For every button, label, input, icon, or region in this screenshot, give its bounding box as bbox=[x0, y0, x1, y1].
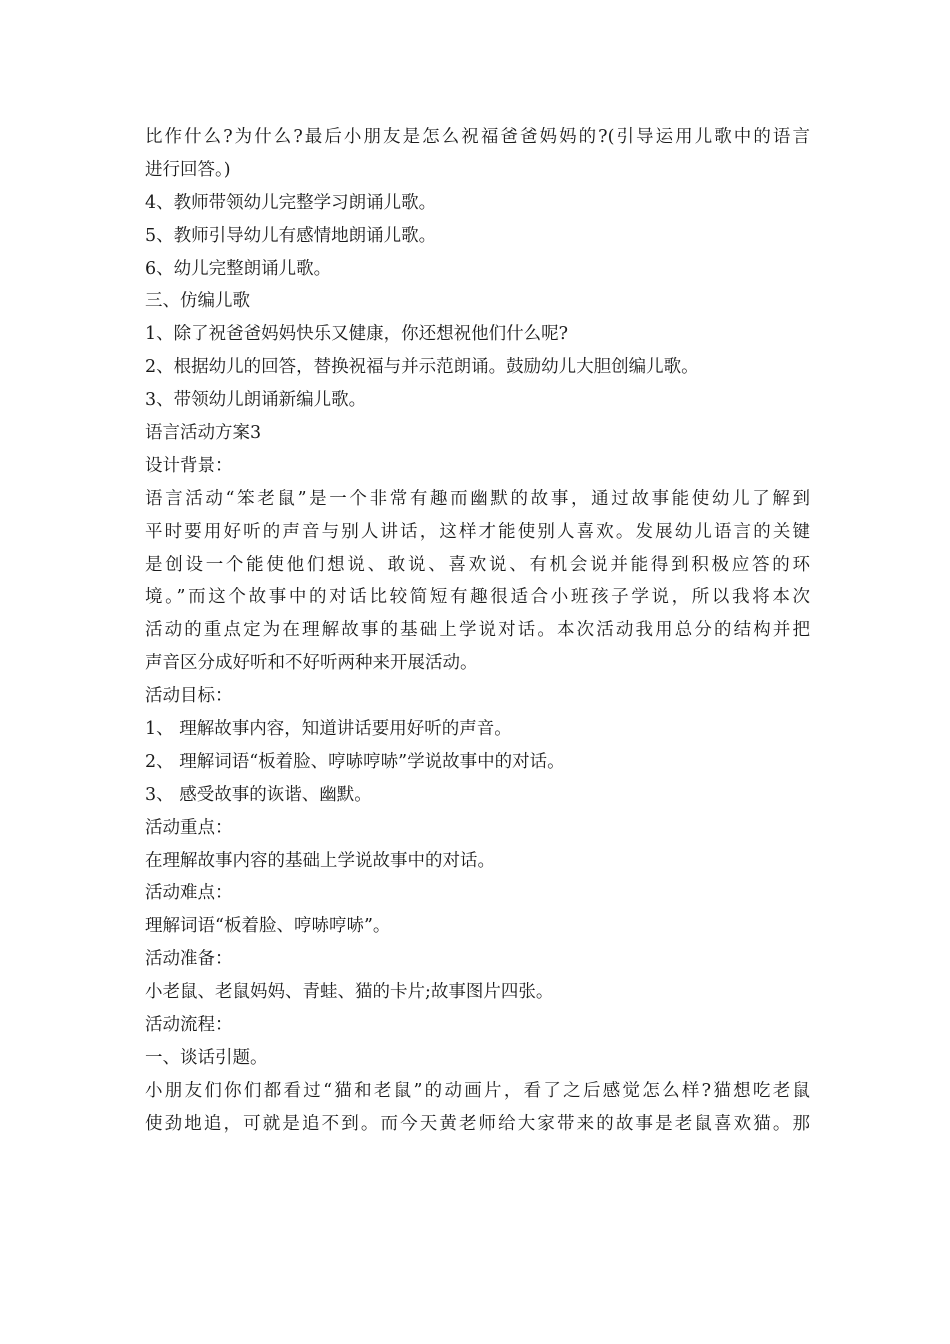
text-line: 活动目标： bbox=[145, 686, 233, 707]
text-line: 6、幼儿完整朗诵儿歌。 bbox=[145, 258, 332, 279]
text-line: 1、除了祝爸爸妈妈快乐又健康，你还想祝他们什么呢? bbox=[145, 324, 569, 345]
text-line: 使劲地追，可就是追不到。而今天黄老师给大家带来的故事是老鼠喜欢猫。那 bbox=[145, 1113, 810, 1134]
text-line: 活动流程： bbox=[145, 1015, 233, 1036]
text-line: 平时要用好听的声音与别人讲话，这样才能使别人喜欢。发展幼儿语言的关键 bbox=[145, 521, 810, 542]
text-line: 语言活动方案3 bbox=[145, 423, 262, 444]
text-line: 活动难点： bbox=[145, 883, 233, 904]
text-line: 2、 理解词语“板着脸、哼哧哼哧”学说故事中的对话。 bbox=[145, 751, 565, 772]
text-line: 1、 理解故事内容，知道讲话要用好听的声音。 bbox=[145, 719, 512, 740]
text-line: 3、 感受故事的诙谐、幽默。 bbox=[145, 784, 372, 805]
text-line: 声音区分成好听和不好听两种来开展活动。 bbox=[145, 653, 478, 674]
text-line: 设计背景： bbox=[145, 455, 233, 476]
text-line: 语言活动“笨老鼠”是一个非常有趣而幽默的故事，通过故事能使幼儿了解到 bbox=[145, 488, 810, 509]
text-line: 3、带领幼儿朗诵新编儿歌。 bbox=[145, 390, 367, 411]
text-line: 小老鼠、老鼠妈妈、青蛙、猫的卡片;故事图片四张。 bbox=[145, 982, 554, 1003]
text-line: 4、教师带领幼儿完整学习朗诵儿歌。 bbox=[145, 192, 437, 213]
document-body bbox=[145, 121, 810, 1141]
text-line: 5、教师引导幼儿有感情地朗诵儿歌。 bbox=[145, 225, 437, 246]
text-line: 一、谈话引题。 bbox=[145, 1047, 268, 1068]
text-line: 小朋友们你们都看过“猫和老鼠”的动画片，看了之后感觉怎么样?猫想吃老鼠 bbox=[145, 1080, 810, 1101]
text-line: 进行回答。) bbox=[145, 159, 231, 180]
text-line: 境。”而这个故事中的对话比较简短有趣很适合小班孩子学说，所以我将本次 bbox=[145, 587, 810, 608]
text-line: 活动的重点定为在理解故事的基础上学说对话。本次活动我用总分的结构并把 bbox=[145, 620, 810, 641]
text-line: 活动重点： bbox=[145, 817, 233, 838]
text-line: 2、根据幼儿的回答，替换祝福与并示范朗诵。鼓励幼儿大胆创编儿歌。 bbox=[145, 357, 699, 378]
text-line: 是创设一个能使他们想说、敢说、喜欢说、有机会说并能得到积极应答的环 bbox=[145, 554, 810, 575]
text-line: 三、仿编儿歌 bbox=[145, 291, 250, 312]
text-line: 在理解故事内容的基础上学说故事中的对话。 bbox=[145, 850, 495, 871]
text-line: 活动准备： bbox=[145, 949, 233, 970]
text-line: 比作什么?为什么?最后小朋友是怎么祝福爸爸妈妈的?(引导运用儿歌中的语言 bbox=[145, 127, 810, 147]
text-line: 理解词语“板着脸、哼哧哼哧”。 bbox=[145, 916, 391, 937]
